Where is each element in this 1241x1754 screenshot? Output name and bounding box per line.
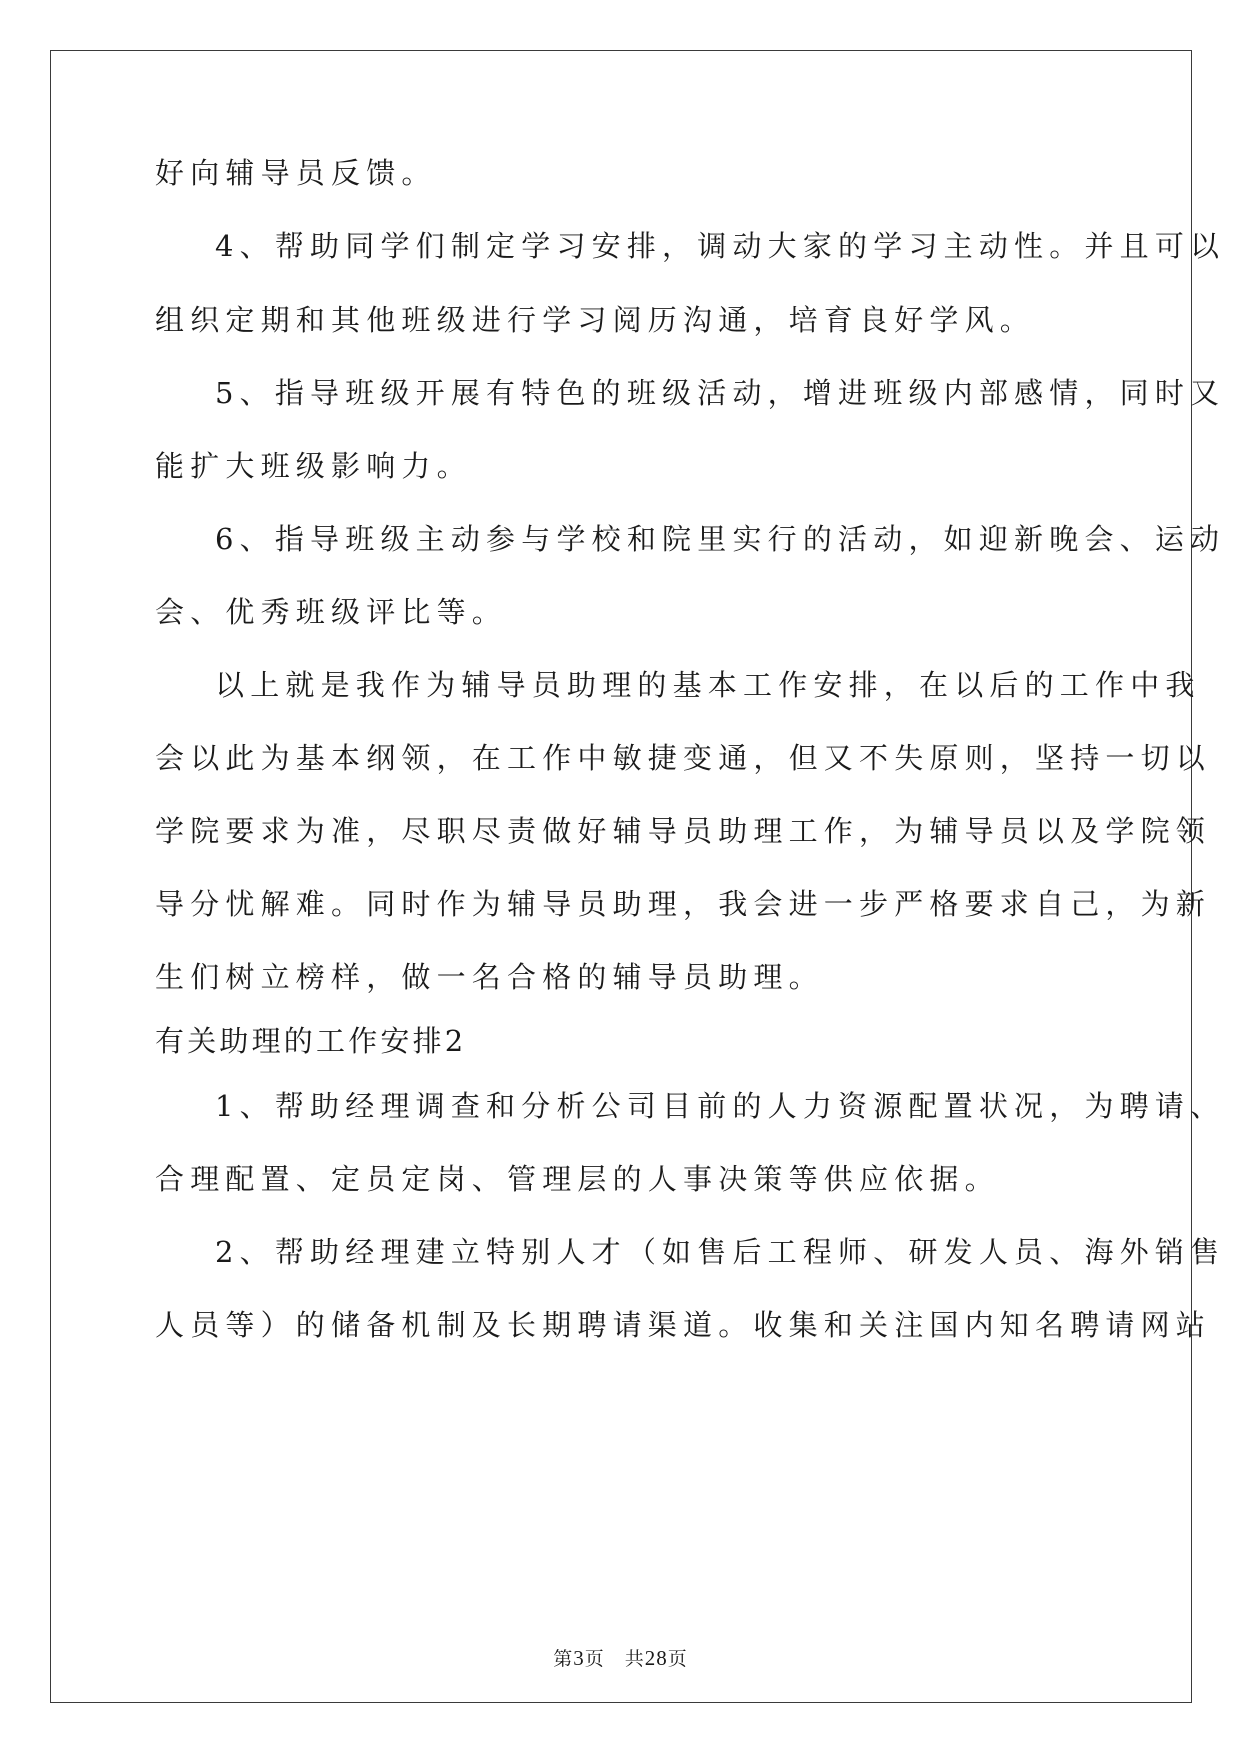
page-border xyxy=(50,50,1192,1703)
body-line: 会以此为基本纲领，在工作中敏捷变通，但又不失原则，坚持一切以 xyxy=(155,741,1212,775)
body-line: 生们树立榜样，做一名合格的辅导员助理。 xyxy=(155,960,824,994)
body-line: 1、帮助经理调查和分析公司目前的人力资源配置状况，为聘请、 xyxy=(215,1089,1226,1123)
body-line: 5、指导班级开展有特色的班级活动，增进班级内部感情，同时又 xyxy=(215,376,1226,410)
page-number-current: 3 xyxy=(573,1646,585,1670)
body-line: 会、优秀班级评比等。 xyxy=(155,595,508,629)
page-number-total: 28 xyxy=(644,1646,668,1670)
body-line: 能扩大班级影响力。 xyxy=(155,449,472,483)
page-number-suffix: 页 xyxy=(584,1648,605,1670)
body-line: 好向辅导员反馈。 xyxy=(155,156,437,190)
page-total-suffix: 页 xyxy=(667,1648,688,1670)
body-line: 组织定期和其他班级进行学习阅历沟通，培育良好学风。 xyxy=(155,303,1036,337)
body-line: 人员等）的储备机制及长期聘请渠道。收集和关注国内知名聘请网站 xyxy=(155,1308,1212,1342)
page-total-prefix: 共 xyxy=(624,1648,645,1670)
page-number-prefix: 第 xyxy=(553,1648,574,1670)
body-line: 学院要求为准，尽职尽责做好辅导员助理工作，为辅导员以及学院领 xyxy=(155,814,1212,848)
body-line: 导分忧解难。同时作为辅导员助理，我会进一步严格要求自己，为新 xyxy=(155,887,1212,921)
body-line: 6、指导班级主动参与学校和院里实行的活动，如迎新晚会、运动 xyxy=(215,522,1226,556)
section-heading: 有关助理的工作安排2 xyxy=(155,1024,467,1058)
page-footer xyxy=(0,1646,1241,1671)
body-line: 2、帮助经理建立特别人才（如售后工程师、研发人员、海外销售 xyxy=(215,1235,1226,1269)
body-line: 合理配置、定员定岗、管理层的人事决策等供应依据。 xyxy=(155,1162,1000,1196)
body-line: 4、帮助同学们制定学习安排，调动大家的学习主动性。并且可以 xyxy=(215,229,1226,263)
body-line: 以上就是我作为辅导员助理的基本工作安排，在以后的工作中我 xyxy=(215,668,1201,702)
